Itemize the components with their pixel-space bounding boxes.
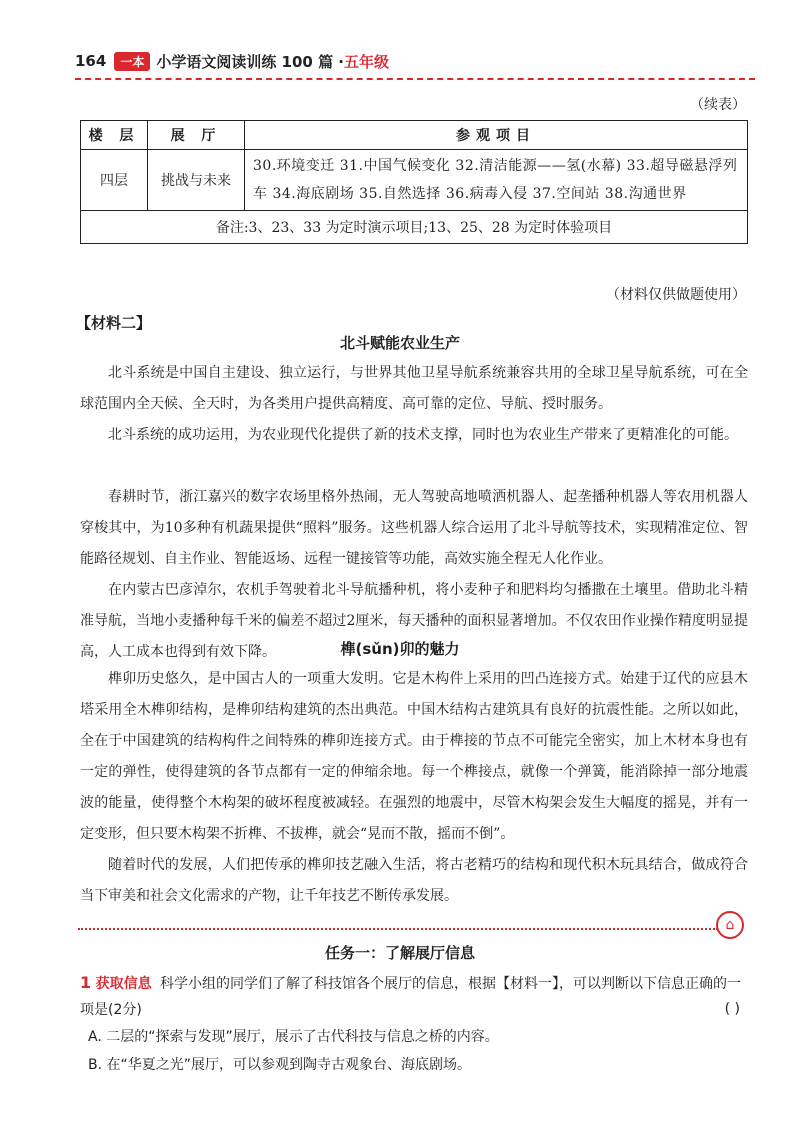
page-header <box>75 44 755 78</box>
items-cell: 30.环境变迁 31.中国气候变化 32.清洁能源——氢(水幕) 33.超导磁悬浮列车 34.海底剧场 35.自然选择 36.病毒入侵 37.空间站 38.沟通世界 <box>245 150 748 211</box>
brand-badge: 一本 <box>114 52 150 71</box>
question-number: 1 <box>80 973 92 992</box>
option-a: A. 二层的“探索与发现”展厅，展示了古代科技与信息之桥的内容。 <box>88 1029 499 1045</box>
option-b: B. 在“华夏之光”展厅，可以参观到陶寺古观象台、海底剧场。 <box>88 1057 472 1073</box>
paragraph: 春耕时节，浙江嘉兴的数字农场里格外热闹，无人驾驶高地喷洒机器人、起垄播种机器人等农用机器人穿梭其中，为10多种有机蔬果提供“照料”服务。这些机器人综合运用了北斗导航等技术，实现精准定位、智能路径规划、自主作业、智能返场、远程一键接管等功能，高效实施全程无人化作业。 <box>80 489 748 567</box>
header-divider <box>75 78 755 80</box>
section-divider <box>78 928 718 930</box>
remark-cell: 备注:3、23、33 为定时演示项目;13、25、28 为定时体验项目 <box>81 211 748 244</box>
task-title: 任务一：了解展厅信息 <box>324 944 475 962</box>
paragraph: 北斗系统的成功运用，为农业现代化提供了新的技术支撑，同时也为农业生产带来了更精准化的可能。 <box>108 427 738 443</box>
paragraph: 随着时代的发展，人们把传承的榫卯技艺融入生活，将古老精巧的结构和现代积木玩具结合，做成符合当下审美和社会文化需求的产物，让千年技艺不断传承发展。 <box>80 857 748 904</box>
column-header-items: 参观项目 <box>245 121 748 150</box>
column-header-floor: 楼 层 <box>81 121 148 150</box>
article-title-sunmao: 榫(sǔn)卯的魅力 <box>340 640 460 658</box>
answer-row <box>80 996 748 1022</box>
floor-cell: 四层 <box>81 150 148 211</box>
paragraph: 北斗系统是中国自主建设、独立运行，与世界其他卫星导航系统兼容共用的全球卫星导航系统，可在全球范围内全天候、全天时，为各类用户提供高精度、高可靠的定位、导航、授时服务。 <box>80 365 748 412</box>
hall-cell: 挑战与未来 <box>148 150 245 211</box>
source-note: （材料仅供做题使用） <box>606 287 746 303</box>
mountain-badge-icon: ⌂ <box>716 911 744 939</box>
page-number: 164 <box>75 52 107 70</box>
material-label: 【材料二】 <box>76 314 152 332</box>
question-text: 科学小组的同学们了解了科技馆各个展厅的信息，根据【材料一】，可以判断以下信息正确的一项是(2分) <box>80 976 742 1018</box>
paragraph: 在内蒙古巴彦淖尔，农机手驾驶着北斗导航播种机，将小麦种子和肥料均匀播撒在土壤里。借助北斗精准导航，当地小麦播种每千米的偏差不超过2厘米，每天播种的面积显著增加。不仅农田作业操作精度明显提高，人工成本也得到有效下降。 <box>80 582 748 660</box>
exhibit-table <box>80 120 748 244</box>
remark-row <box>81 211 748 244</box>
question-tag: 获取信息 <box>95 976 152 992</box>
table-row <box>81 150 748 211</box>
continued-note: （续表） <box>690 97 746 113</box>
answer-blank[interactable]: ( ) <box>724 1001 740 1017</box>
book-title: 小学语文阅读训练 100 篇 · <box>156 52 345 71</box>
article-title-beidou: 北斗赋能农业生产 <box>339 334 460 352</box>
grade-label: 五年级 <box>344 52 390 71</box>
table-header-row <box>81 121 748 150</box>
column-header-hall: 展 厅 <box>148 121 245 150</box>
paragraph: 榫卯历史悠久，是中国古人的一项重大发明。它是木构件上采用的凹凸连接方式。始建于辽代的应县木塔采用全木榫卯结构，是榫卯结构建筑的杰出典范。中国木结构古建筑具有良好的抗震性能。之所以如此，全在于中国建筑的结构构件之间特殊的榫卯连接方式。由于榫接的节点不可能完全密实，加上木材本身也有一定的弹性，使得建筑的各节点都有一定的伸缩余地。每一个榫接点，就像一个弹簧，能消除掉一部分地震波的能量，使得整个木构架的破坏程度被减轻。在强烈的地震中，尽管木构架会发生大幅度的摇晃，并有一定变形，但只要木构架不折榫、不拔榫，就会“晃而不散，摇而不倒”。 <box>80 671 748 842</box>
